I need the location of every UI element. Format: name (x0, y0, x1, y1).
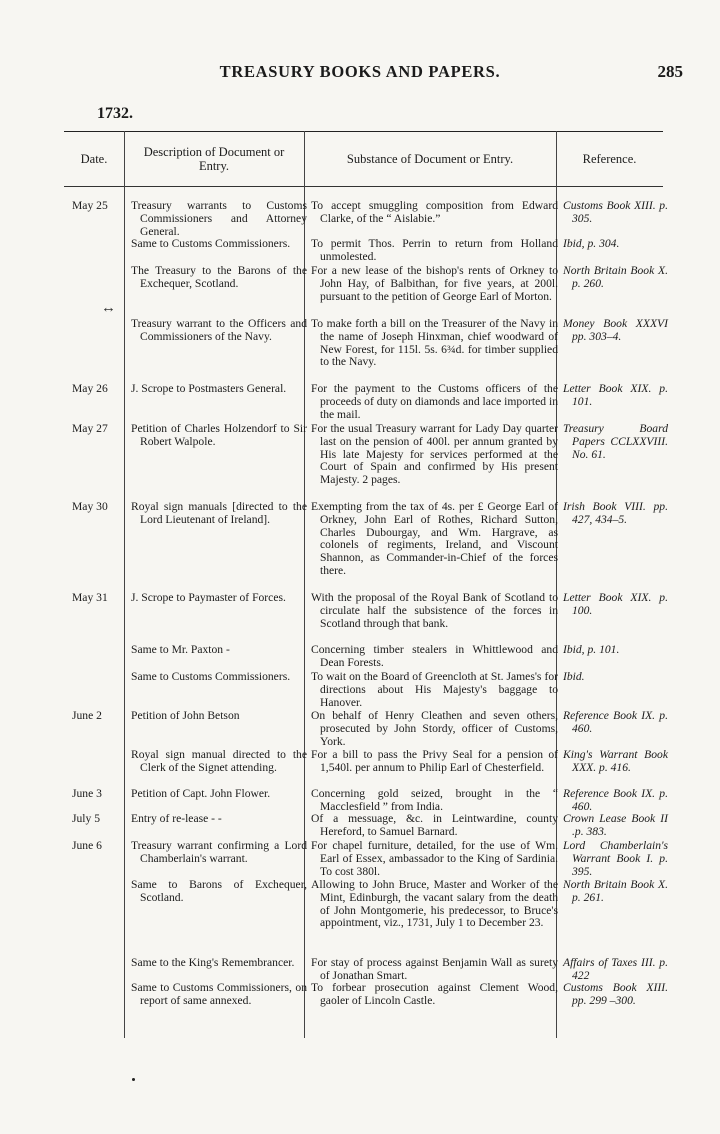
row-substance: Exempting from the tax of 4s. per £ George Earl of Orkney, John Earl of Rothes, Richard Sutton, Charles Dubourgay, and Wm. Hargrave, as colonels of regiments, Ireland, and Viscount Shannon, as Commander-in-Chief of the forces there. (311, 500, 558, 577)
row-substance: On behalf of Henry Cleathen and seven others, prosecuted by John Stordy, officer of Customs, York. (311, 709, 558, 748)
year-heading: 1732. (97, 105, 133, 122)
row-reference: Treasury Board Papers CCLXXVIII. No. 61. (563, 422, 668, 461)
row-description: Royal sign manual directed to the Clerk of the Signet attending. (131, 748, 307, 774)
row-reference: Ibid, p. 101. (563, 643, 620, 656)
row-substance: Concerning gold seized, brought in the “ Macclesfield ” from India. (311, 787, 558, 813)
row-substance: To make forth a bill on the Treasurer of the Navy in the name of Joseph Hinxman, chief woodward of New Forest, for 115l. 5s. 6¾d. for timber supplied to the Navy. (311, 317, 558, 369)
row-description: The Treasury to the Barons of the Exchequer, Scotland. (131, 264, 307, 290)
row-reference: King's Warrant Book XXX. p. 416. (563, 748, 668, 774)
row-description: Petition of John Betson (131, 709, 240, 722)
row-reference: Lord Chamberlain's Warrant Book I. p. 395. (563, 839, 668, 878)
row-description: Same to the King's Remembrancer. (131, 956, 295, 969)
row-description: Same to Customs Commissioners. (131, 670, 291, 683)
row-substance: To permit Thos. Perrin to return from Holland unmolested. (311, 237, 558, 263)
row-date: June 3 (72, 787, 102, 800)
running-title: TREASURY BOOKS AND PAPERS. (219, 62, 501, 81)
row-substance: Of a messuage, &c. in Leintwardine, county Hereford, to Samuel Barnard. (311, 812, 558, 838)
row-reference: Affairs of Taxes III. p. 422 (563, 956, 668, 982)
row-date: May 27 (72, 422, 108, 435)
row-substance: For a new lease of the bishop's rents of Orkney to John Hay, of Balbithan, for five years, at 200l. pursuant to the petition of George Earl of Morton. (311, 264, 558, 303)
row-reference: Customs Book XIII. pp. 299 –300. (563, 981, 668, 1007)
row-substance: For chapel furniture, detailed, for the use of Wm. Earl of Essex, ambassador to the King of Sardinia. To cost 380l. (311, 839, 558, 878)
row-description: Same to Customs Commissioners, on report of same annexed. (131, 981, 307, 1007)
row-description: J. Scrope to Paymaster of Forces. (131, 591, 286, 604)
row-reference: North Britain Book X. p. 260. (563, 264, 668, 290)
row-substance: For the usual Treasury warrant for Lady Day quarter last on the pension of 400l. per annum granted by His late Majesty for services performed at the Court of Spain and confirmed by His present Majesty. 2 pages. (311, 422, 558, 487)
row-reference: Crown Lease Book II .p. 383. (563, 812, 668, 838)
row-reference: Letter Book XIX. p. 100. (563, 591, 668, 617)
row-reference: Ibid. (563, 670, 585, 683)
ink-dot (132, 1078, 135, 1081)
row-date: May 31 (72, 591, 108, 604)
margin-pencil-mark: ↔ (101, 300, 116, 316)
row-reference: Letter Book XIX. p. 101. (563, 382, 668, 408)
row-description: Petition of Charles Holzendorf to Sir Robert Walpole. (131, 422, 307, 448)
row-description: Treasury warrant to the Officers and Commissioners of the Navy. (131, 317, 307, 343)
row-description: J. Scrope to Postmasters General. (131, 382, 287, 395)
row-date: July 5 (72, 812, 101, 825)
row-description: Royal sign manuals [directed to the Lord Lieutenant of Ireland]. (131, 500, 307, 526)
row-description: Entry of re-lease - - (131, 812, 222, 825)
row-substance: With the proposal of the Royal Bank of Scotland to circulate half the subsistence of the forces in Scotland through that bank. (311, 591, 558, 630)
row-date: June 6 (72, 839, 102, 852)
row-reference: Reference Book IX. p. 460. (563, 787, 668, 813)
row-substance: For the payment to the Customs officers of the proceeds of duty on diamonds and lace imported in the mail. (311, 382, 558, 421)
page-number: 285 (657, 62, 683, 81)
row-substance: To wait on the Board of Greencloth at St. James's for directions about His Majesty's baggage to Hanover. (311, 670, 558, 709)
row-description: Same to Customs Commissioners. (131, 237, 291, 250)
row-substance: For a bill to pass the Privy Seal for a pension of 1,540l. per annum to Philip Earl of Chesterfield. (311, 748, 558, 774)
row-substance: For stay of process against Benjamin Wall as surety of Jonathan Smart. (311, 956, 558, 982)
row-description: Treasury warrants to Customs Commissioners and Attorney General. (131, 199, 307, 238)
column-header-date: Date. (80, 151, 108, 166)
row-description: Petition of Capt. John Flower. (131, 787, 271, 800)
row-substance: Allowing to John Bruce, Master and Worker of the Mint, Edinburgh, the vacant salary from the death of John Montgomerie, his predecessor, to Bruce's appointment, viz., 1731, July 1 to December 23. (311, 878, 558, 930)
row-reference: Irish Book VIII. pp. 427, 434–5. (563, 500, 668, 526)
row-description: Treasury warrant confirming a Lord Chamberlain's warrant. (131, 839, 307, 865)
row-reference: Reference Book IX. p. 460. (563, 709, 668, 735)
row-date: June 2 (72, 709, 102, 722)
row-substance: Concerning timber stealers in Whittlewood and Dean Forests. (311, 643, 558, 669)
row-date: May 30 (72, 500, 108, 513)
row-reference: North Britain Book X. p. 261. (563, 878, 668, 904)
row-substance: To forbear prosecution against Clement Wood, gaoler of Lincoln Castle. (311, 981, 558, 1007)
column-header-description: Description of Document or Entry. (143, 144, 285, 173)
row-date: May 26 (72, 382, 108, 395)
row-substance: To accept smuggling composition from Edward Clarke, of the “ Aislabie.” (311, 199, 558, 225)
column-header-substance: Substance of Document or Entry. (346, 151, 514, 166)
row-description: Same to Barons of Exchequer, Scotland. (131, 878, 307, 904)
row-date: May 25 (72, 199, 108, 212)
row-description: Same to Mr. Paxton - (131, 643, 230, 656)
row-reference: Ibid, p. 304. (563, 237, 620, 250)
column-header-reference: Reference. (582, 151, 637, 166)
row-reference: Money Book XXXVI pp. 303–4. (563, 317, 668, 343)
row-reference: Customs Book XIII. p. 305. (563, 199, 668, 225)
